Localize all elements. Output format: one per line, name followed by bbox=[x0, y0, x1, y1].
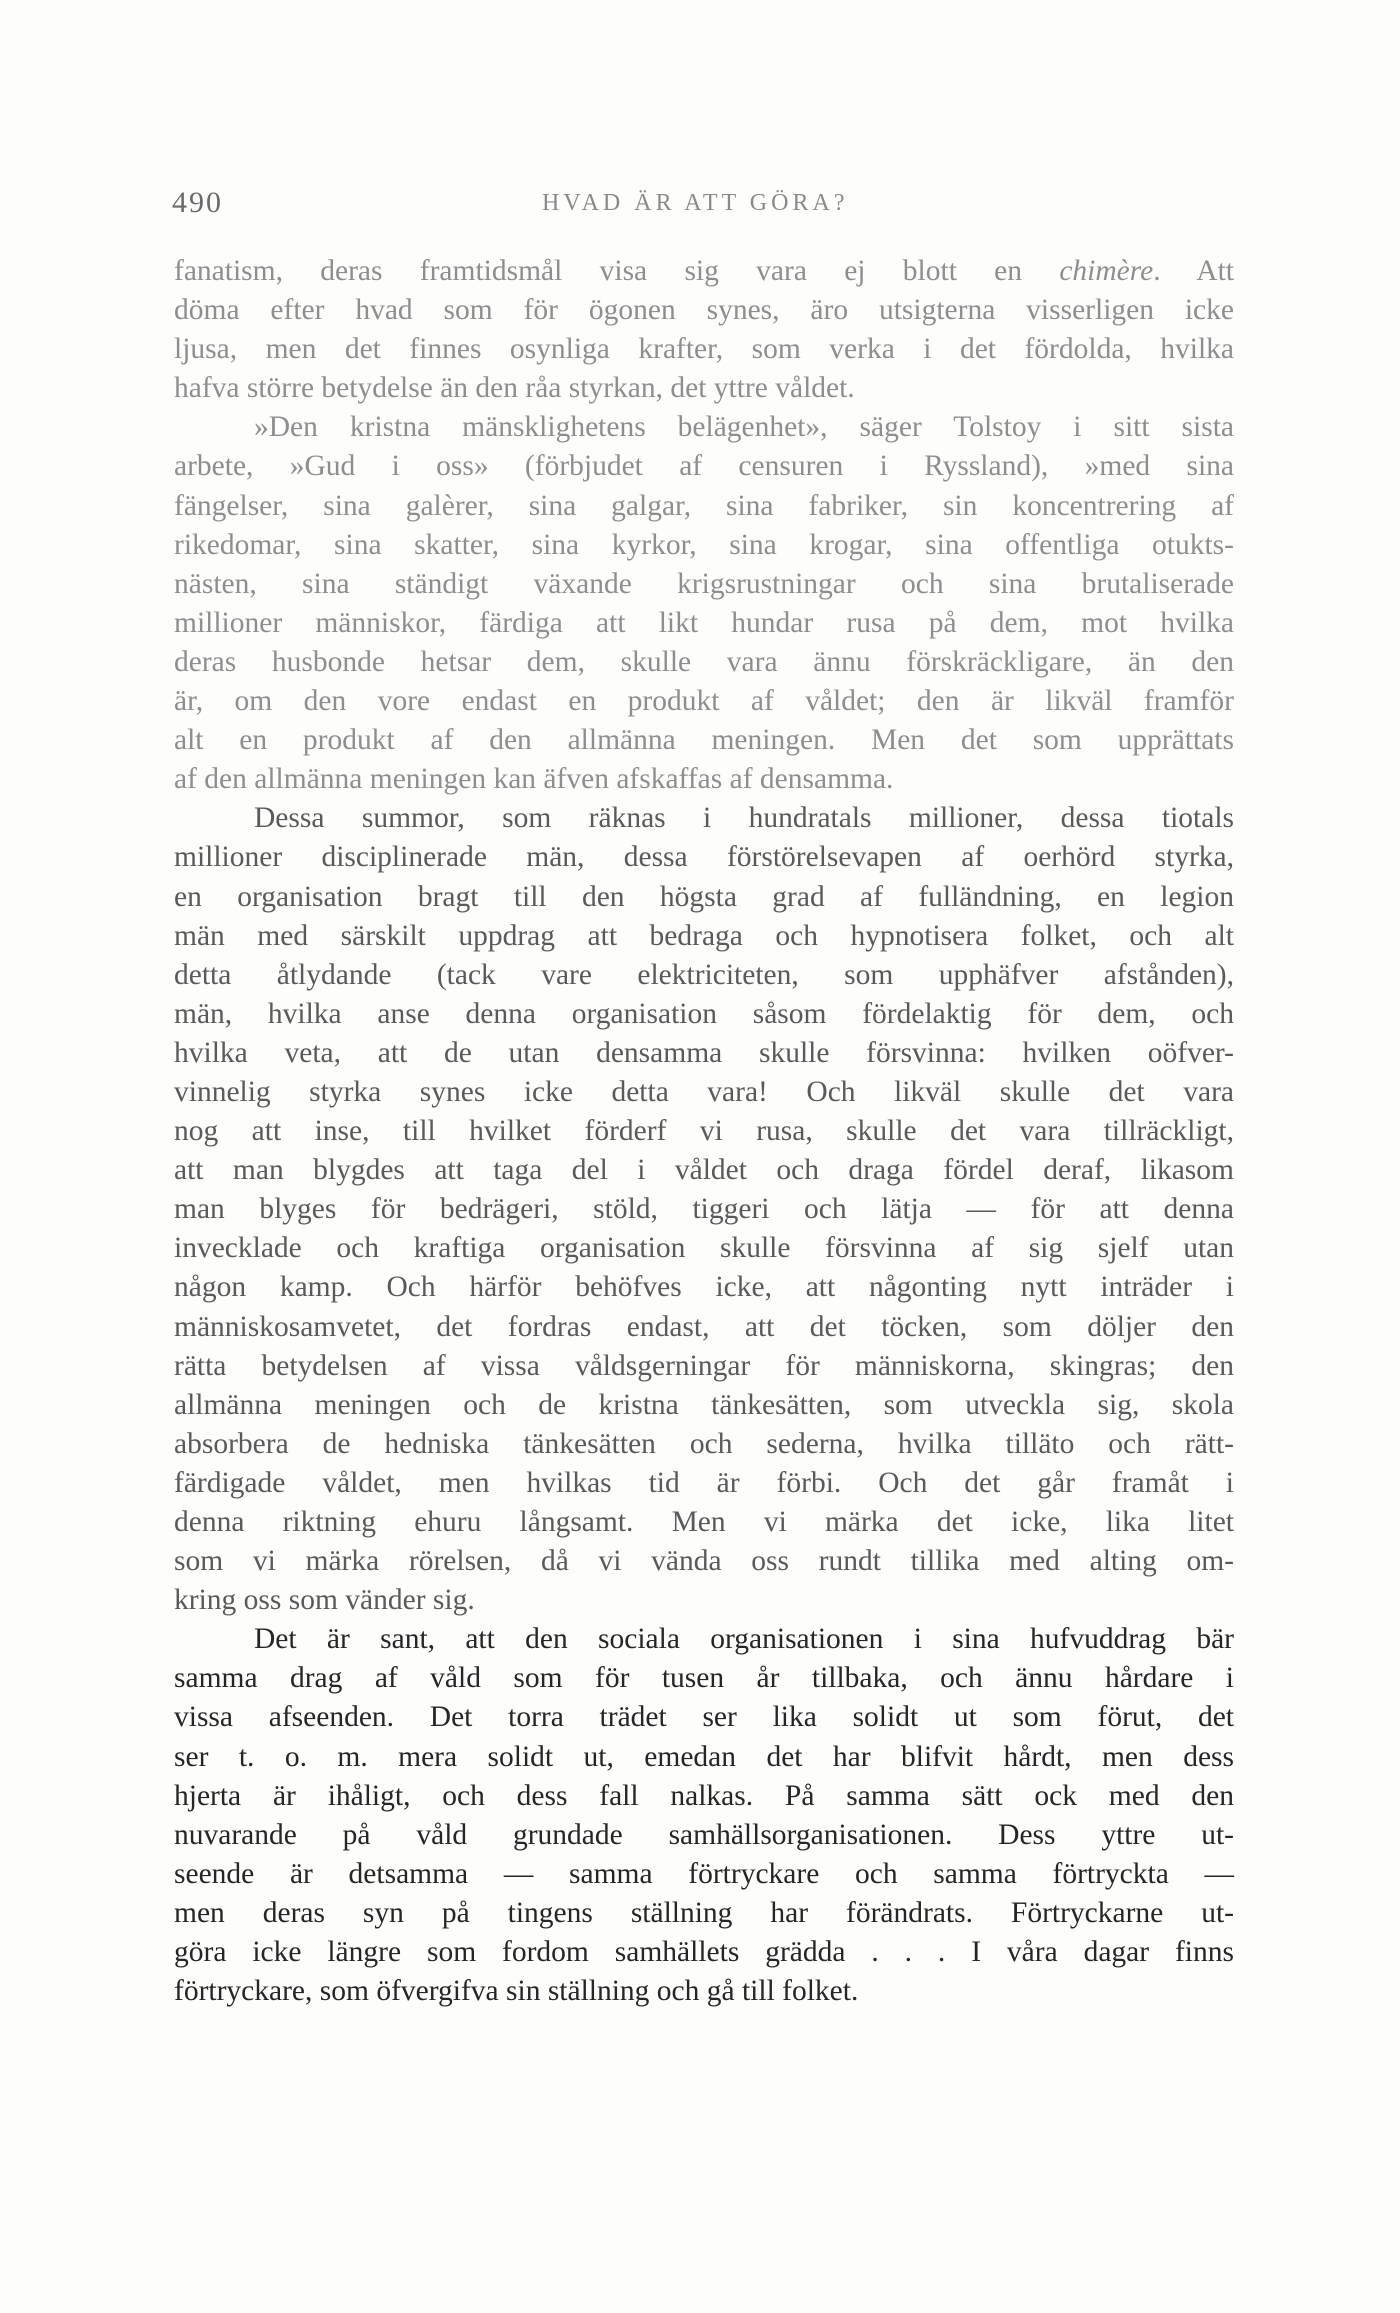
text-line: är, om den vore endast en produkt af våldet; den är likväl framför bbox=[174, 685, 1234, 718]
text-line: Dessa summor, som räknas i hundratals millioner, dessa tiotals bbox=[254, 802, 1234, 835]
text-line: millioner människor, färdiga att likt hundar rusa på dem, mot hvilka bbox=[174, 606, 1234, 639]
text-line: nog att inse, till hvilket förderf vi rusa, skulle det vara tillräckligt, bbox=[174, 1115, 1234, 1148]
text-line: hjerta är ihåligt, och dess fall nalkas. På samma sätt ock med den bbox=[174, 1779, 1234, 1812]
body-text bbox=[174, 252, 1234, 2011]
text-line: deras husbonde hetsar dem, skulle vara ännu förskräckligare, än den bbox=[174, 645, 1234, 678]
text-line: man blyges för bedrägeri, stöld, tiggeri och lätja — för att denna bbox=[174, 1193, 1234, 1226]
text-line: förtryckare, som öfvergifva sin ställning och gå till folket. bbox=[174, 1975, 859, 2008]
text-line: döma efter hvad som för ögonen synes, äro utsigterna visserligen icke bbox=[174, 294, 1234, 327]
text-line: fängelser, sina galèrer, sina galgar, sina fabriker, sin koncentrering af bbox=[174, 489, 1234, 522]
text-line: Det är sant, att den sociala organisationen i sina hufvuddrag bär bbox=[254, 1623, 1234, 1656]
paragraph bbox=[174, 408, 1234, 799]
paragraph bbox=[174, 252, 1234, 408]
text-line: af den allmänna meningen kan äfven afskaffas af densamma. bbox=[174, 763, 894, 796]
text-line: vissa afseenden. Det torra trädet ser lika solidt ut som förut, det bbox=[174, 1701, 1234, 1734]
text-line: seende är detsamma — samma förtryckare och samma förtryckta — bbox=[174, 1857, 1234, 1890]
text-line: som vi märka rörelsen, då vi vända oss rundt tillika med alting om- bbox=[174, 1545, 1234, 1578]
text-line: rikedomar, sina skatter, sina kyrkor, sina krogar, sina offentliga otukts- bbox=[174, 528, 1234, 561]
text-line: nästen, sina ständigt växande krigsrustningar och sina brutaliserade bbox=[174, 567, 1234, 600]
text-line: kring oss som vänder sig. bbox=[174, 1584, 475, 1617]
text-line: millioner disciplinerade män, dessa förstörelsevapen af oerhörd styrka, bbox=[174, 841, 1234, 874]
text-line: samma drag af våld som för tusen år tillbaka, och ännu hårdare i bbox=[174, 1662, 1234, 1695]
text-line: hvilka veta, att de utan densamma skulle försvinna: hvilken oöfver- bbox=[174, 1036, 1234, 1069]
paragraph bbox=[174, 799, 1234, 1620]
text-line: »Den kristna mänsklighetens belägenhet», säger Tolstoy i sitt sista bbox=[254, 411, 1234, 444]
text-line: absorbera de hedniska tänkesätten och sederna, hvilka tilläto och rätt- bbox=[174, 1427, 1234, 1460]
page-header bbox=[172, 186, 1232, 226]
text-line: någon kamp. Och härför behöfves icke, att någonting nytt inträder i bbox=[174, 1271, 1234, 1304]
text-line: fanatism, deras framtidsmål visa sig vara ej blott en chimère. Att bbox=[174, 255, 1234, 287]
text-line: allmänna meningen och de kristna tänkesätten, som utveckla sig, skola bbox=[174, 1388, 1234, 1421]
text-line: invecklade och kraftiga organisation skulle försvinna af sig sjelf utan bbox=[174, 1232, 1234, 1265]
text-line: hafva större betydelse än den råa styrkan, det yttre våldet. bbox=[174, 372, 855, 405]
text-line: alt en produkt af den allmänna meningen. Men det som upprättats bbox=[174, 724, 1234, 757]
text-line: rätta betydelsen af vissa våldsgerningar för människorna, skingras; den bbox=[174, 1349, 1234, 1382]
text-line: denna riktning ehuru långsamt. Men vi märka det icke, lika litet bbox=[174, 1506, 1234, 1538]
page-number: 490 bbox=[172, 186, 223, 219]
text-line: ljusa, men det finnes osynliga krafter, som verka i det fördolda, hvilka bbox=[174, 333, 1234, 366]
text-line: nuvarande på våld grundade samhällsorganisationen. Dess yttre ut- bbox=[174, 1818, 1234, 1851]
text-line: människosamvetet, det fordras endast, att det töcken, som döljer den bbox=[174, 1310, 1234, 1343]
text-line: att man blygdes att taga del i våldet och draga fördel deraf, likasom bbox=[174, 1154, 1234, 1187]
text-line: detta åtlydande (tack vare elektriciteten, som upphäfver afstånden), bbox=[174, 958, 1234, 991]
text-line: men deras syn på tingens ställning har förändrats. Förtryckarne ut- bbox=[174, 1896, 1234, 1929]
text-line: vinnelig styrka synes icke detta vara! Och likväl skulle det vara bbox=[174, 1075, 1234, 1108]
text-line: ser t. o. m. mera solidt ut, emedan det har blifvit hårdt, men dess bbox=[174, 1740, 1234, 1773]
paragraph bbox=[174, 1620, 1234, 2011]
text-line: män med särskilt uppdrag att bedraga och hypnotisera folket, och alt bbox=[174, 919, 1234, 952]
running-head: HVAD ÄR ATT GÖRA? bbox=[542, 190, 849, 216]
text-line: göra icke längre som fordom samhällets grädda . . . I våra dagar finns bbox=[174, 1936, 1234, 1969]
text-line: män, hvilka anse denna organisation såsom fördelaktig för dem, och bbox=[174, 997, 1234, 1030]
text-line: en organisation bragt till den högsta grad af fulländning, en legion bbox=[174, 880, 1234, 913]
text-line: arbete, »Gud i oss» (förbjudet af censuren i Ryssland), »med sina bbox=[174, 450, 1234, 483]
text-line: färdigade våldet, men hvilkas tid är förbi. Och det går framåt i bbox=[174, 1466, 1234, 1499]
